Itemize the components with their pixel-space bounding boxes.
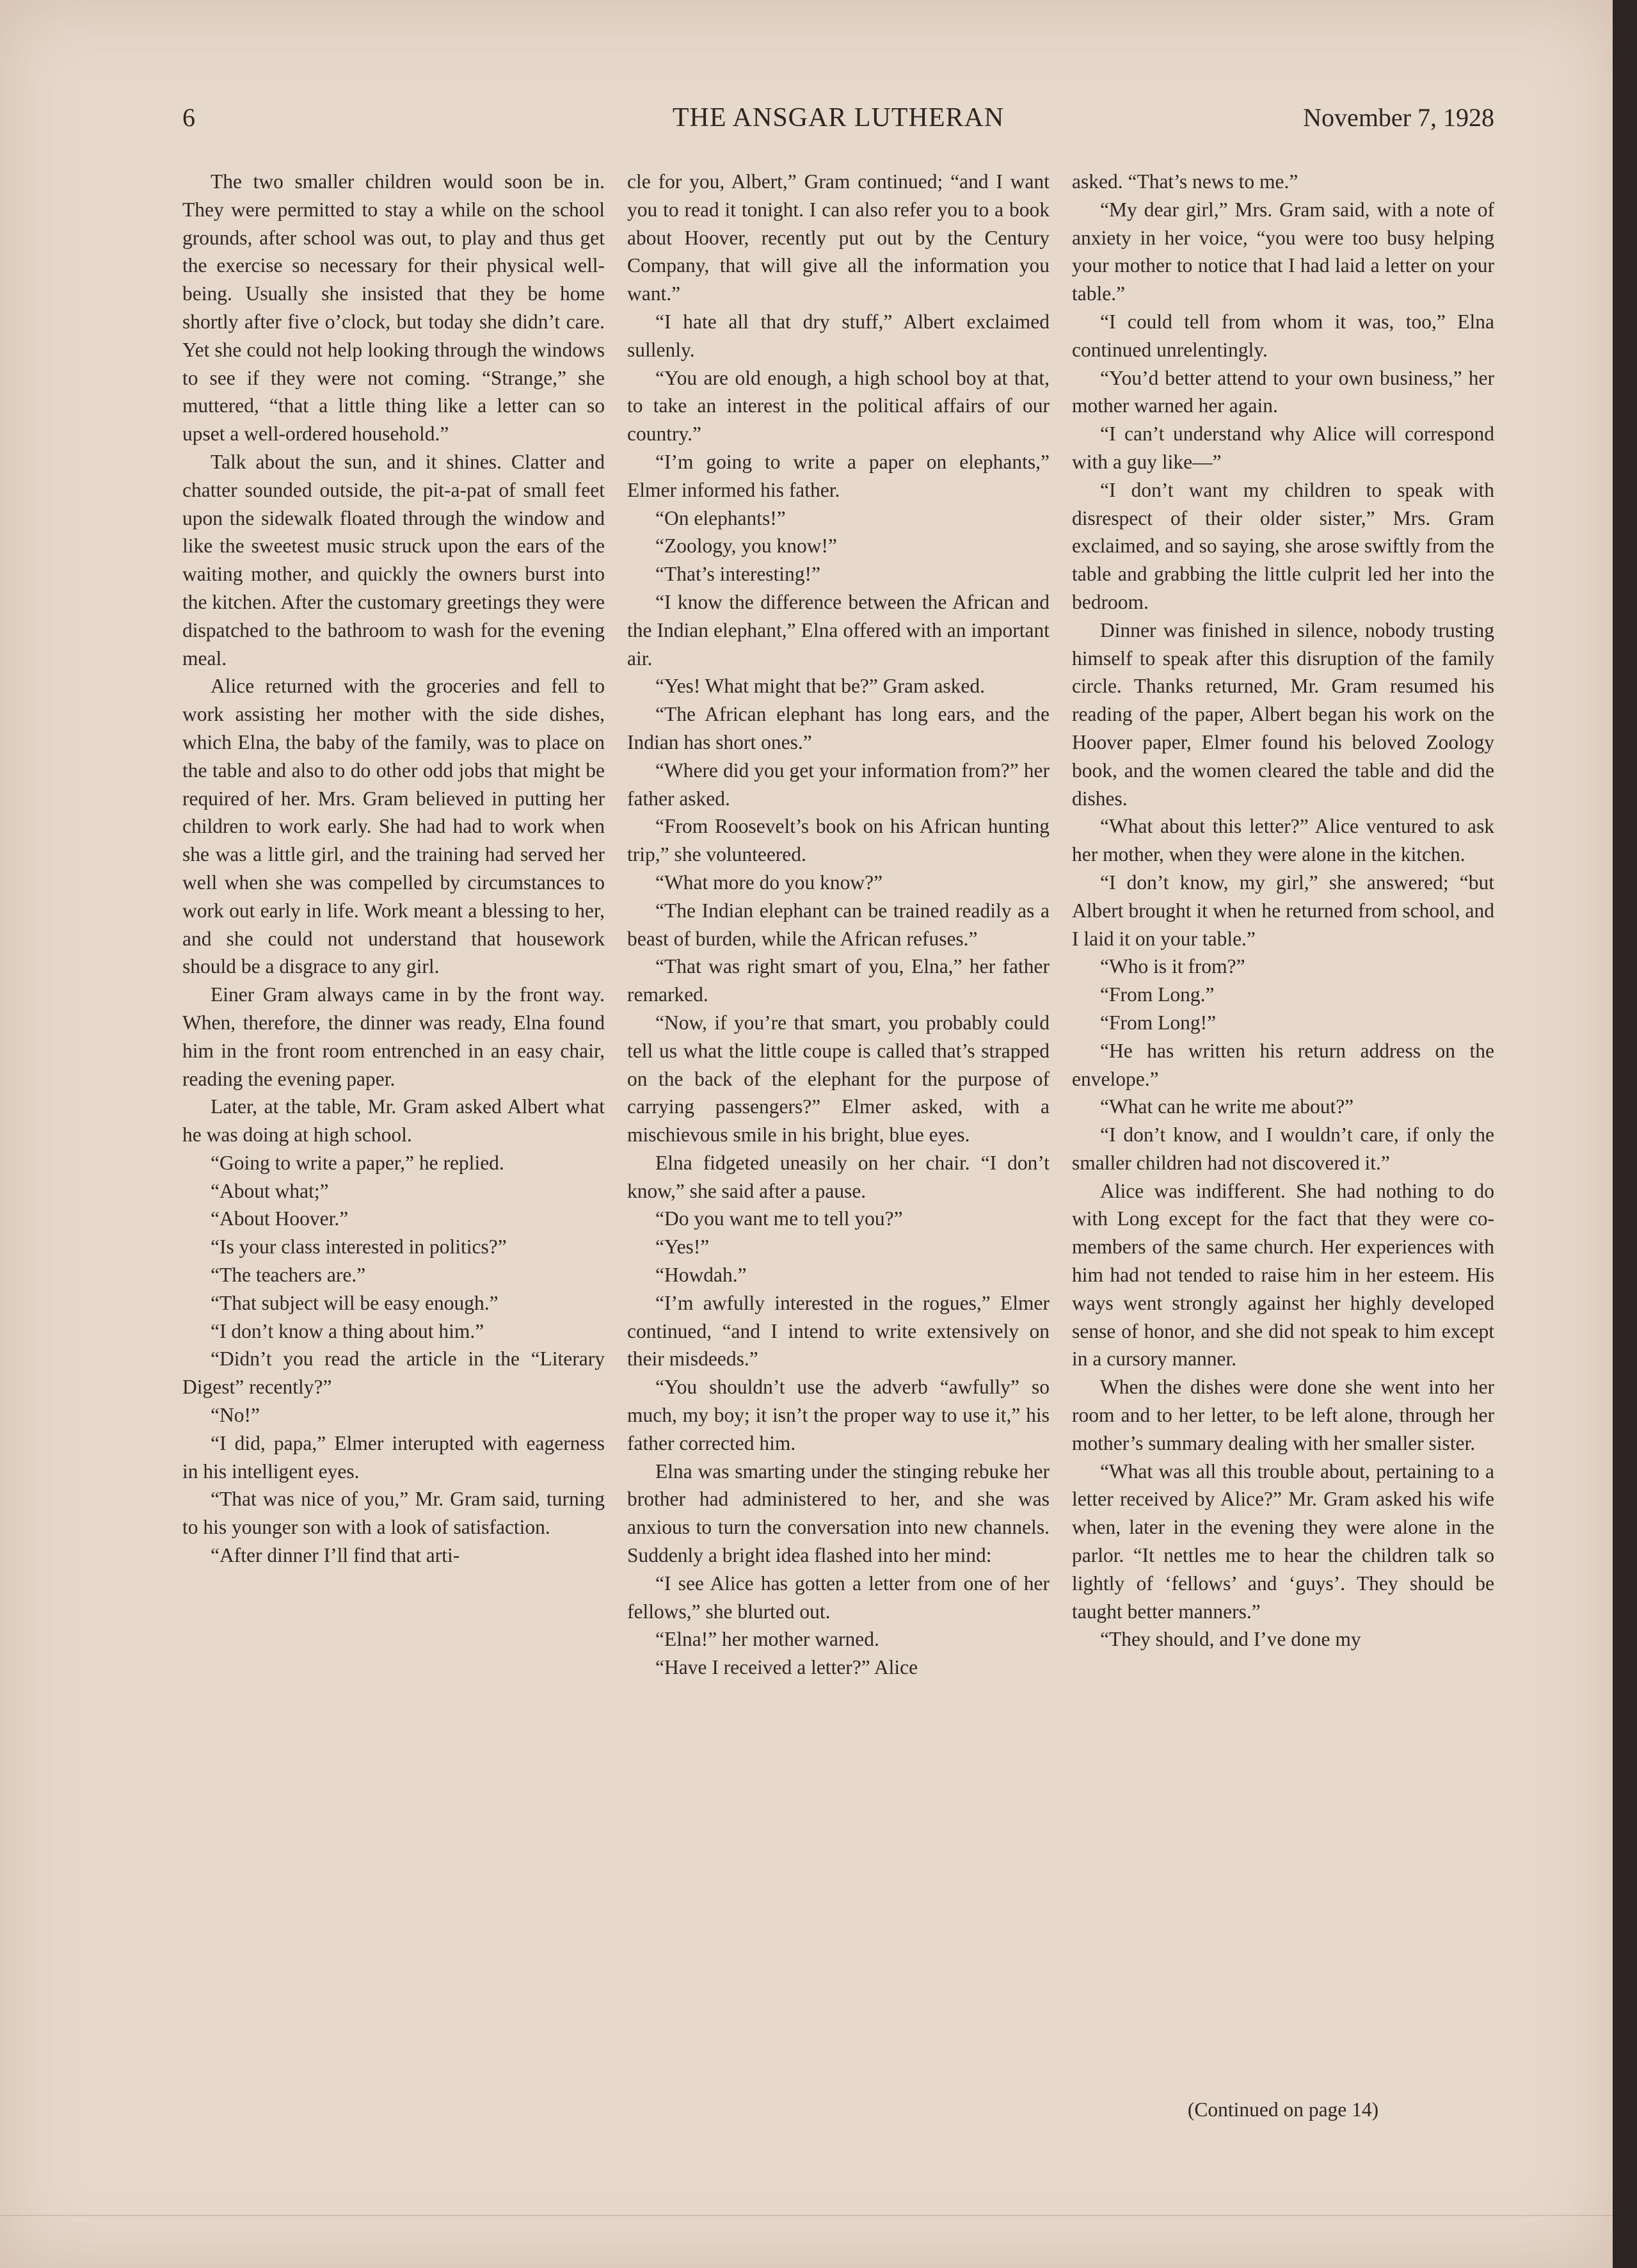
text-column-1	[182, 168, 605, 1570]
paragraph: “The teachers are.”	[211, 1264, 366, 1287]
paragraph: “Now, if you’re that smart, you probably could tell us what the little coupe is called that’s strapped on the back of the elephant for the purpose of carrying passengers?” Elmer asked, with a mischievous smile in his bright, blue eyes.	[627, 1011, 1050, 1146]
paragraph: “On elephants!”	[655, 506, 786, 529]
text-column-3	[1072, 168, 1494, 1653]
paragraph: “That was nice of you,” Mr. Gram said, turning to his younger son with a look of satisfaction.	[182, 1488, 605, 1539]
paragraph: When the dishes were done she went into her room and to her letter, to be left alone, through her mother’s summary dealing with her smaller sister.	[1072, 1376, 1494, 1454]
paragraph: “After dinner I’ll find that arti-	[211, 1544, 460, 1567]
paragraph: Talk about the sun, and it shines. Clatter and chatter sounded outside, the pit-a-pat of small feet upon the sidewalk floated through the window and like the sweetest music struck upon the ears of the waiting mother, and quickly the owners burst into the kitchen. After the customary greetings they were dispatched to the bathroom to wash for the evening meal.	[182, 450, 605, 670]
paragraph: “Have I received a letter?” Alice	[655, 1656, 918, 1679]
paragraph: “Zoology, you know!”	[655, 535, 838, 558]
paragraph: “I can’t understand why Alice will correspond with a guy like—”	[1072, 422, 1494, 473]
paragraph: “I did, papa,” Elmer interupted with eagerness in his intelligent eyes.	[182, 1431, 605, 1483]
paragraph: “About what;”	[211, 1179, 329, 1202]
paragraph: “The Indian elephant can be trained readily as a beast of burden, while the African refuses.”	[627, 899, 1050, 950]
paragraph: “My dear girl,” Mrs. Gram said, with a note of anxiety in her voice, “you were too busy helping your mother to notice that I had laid a letter on your table.”	[1072, 198, 1494, 305]
paragraph: “I don’t know, my girl,” she answered; “but Albert brought it when he returned from school, and I laid it on your table.”	[1072, 871, 1494, 950]
paragraph: Dinner was finished in silence, nobody trusting himself to speak after this disruption of the family circle. Thanks returned, Mr. Gram resumed his reading of the paper, Albert began his work on the Hoover paper, Elmer found his beloved Zoology book, and the women cleared the table and did the dishes.	[1072, 618, 1494, 810]
publication-title: THE ANSGAR LUTHERAN	[672, 103, 1005, 133]
paragraph: “Do you want me to tell you?”	[655, 1207, 903, 1230]
paragraph: “Yes!”	[655, 1235, 710, 1259]
paragraph: “No!”	[211, 1404, 260, 1427]
paragraph: “You are old enough, a high school boy at that, to take an interest in the political affairs of our country.”	[627, 366, 1050, 446]
paragraph: “That’s interesting!”	[655, 563, 821, 586]
paragraph: Einer Gram always came in by the front way. When, therefore, the dinner was ready, Elna found him in the front room entrenched in an easy chair, reading the evening paper.	[182, 983, 605, 1090]
paragraph: “What was all this trouble about, pertaining to a letter received by Alice?” Mr. Gram asked his wife when, later in the evening they were alone in the parlor. “It nettles me to hear the children talk so lightly of ‘fellows’ and ‘guys’. They should be taught better manners.”	[1072, 1460, 1494, 1623]
paragraph: asked. “That’s news to me.”	[1072, 170, 1298, 193]
paragraph: “That was right smart of you, Elna,” her father remarked.	[627, 955, 1050, 1006]
text-column-2	[627, 168, 1050, 1682]
paragraph: cle for you, Albert,” Gram continued; “and I want you to read it tonight. I can also refer you to a book about Hoover, recently put out by the Century Company, that will give all the information you want.”	[627, 170, 1050, 305]
paragraph: “Is your class interested in politics?”	[211, 1235, 507, 1259]
paragraph: “I don’t know a thing about him.”	[211, 1319, 484, 1342]
paper-fold-line	[0, 2215, 1613, 2216]
paragraph: Elna was smarting under the stinging rebuke her brother had administered to her, and she was anxious to turn the conversation into new channels. Suddenly a bright idea flashed into her mind:	[627, 1460, 1050, 1567]
paragraph: “From Long.”	[1100, 983, 1215, 1006]
page-header	[182, 102, 1494, 147]
paragraph: “Didn’t you read the article in the “Literary Digest” recently?”	[182, 1347, 605, 1399]
paragraph: “Going to write a paper,” he replied.	[211, 1151, 504, 1174]
paragraph: “You’d better attend to your own business,” her mother warned her again.	[1072, 366, 1494, 417]
paragraph: Alice returned with the groceries and fell to work assisting her mother with the side dishes, which Elna, the baby of the family, was to place on the table and also to do other odd jobs that might be required of her. Mrs. Gram believed in putting her children to work early. She had had to work when she was a little girl, and the training had served her well when she was compelled by circumstances to work out early in life. Work meant a blessing to her, and she could not understand that housework should be a disgrace to any girl.	[182, 675, 605, 978]
paragraph: “From Roosevelt’s book on his African hunting trip,” she volunteered.	[627, 815, 1050, 866]
paragraph: “I could tell from whom it was, too,” Elna continued unrelentingly.	[1072, 310, 1494, 361]
paragraph: “What about this letter?” Alice ventured to ask her mother, when they were alone in the kitchen.	[1072, 815, 1494, 866]
paragraph: “Elna!” her mother warned.	[655, 1628, 879, 1651]
paragraph: “You shouldn’t use the adverb “awfully” so much, my boy; it isn’t the proper way to use it,” his father corrected him.	[627, 1376, 1050, 1454]
paragraph: “I’m going to write a paper on elephants,” Elmer informed his father.	[627, 450, 1050, 501]
paragraph: “The African elephant has long ears, and the Indian has short ones.”	[627, 703, 1050, 753]
scan-background-edge	[1613, 0, 1637, 2268]
paragraph: “He has written his return address on the envelope.”	[1072, 1039, 1494, 1090]
paragraph: “That subject will be easy enough.”	[211, 1291, 499, 1314]
paragraph: “Yes! What might that be?” Gram asked.	[655, 675, 985, 698]
paragraph: “I don’t want my children to speak with disrespect of their older sister,” Mrs. Gram exclaimed, and so saying, she arose swiftly from the table and grabbing the little culprit led her into the bedroom.	[1072, 478, 1494, 613]
continuation-note: (Continued on page 14)	[1187, 2098, 1379, 2121]
paragraph: “About Hoover.”	[211, 1207, 349, 1230]
issue-date: November 7, 1928	[1303, 103, 1494, 132]
paragraph: “From Long!”	[1100, 1011, 1217, 1034]
paragraph: “Who is it from?”	[1100, 955, 1245, 978]
paragraph: “I’m awfully interested in the rogues,” Elmer continued, “and I intend to write extensively on their misdeeds.”	[627, 1291, 1050, 1371]
paragraph: “I hate all that dry stuff,” Albert exclaimed sullenly.	[627, 310, 1050, 361]
paragraph: The two smaller children would soon be in. They were permitted to stay a while on the school grounds, after school was out, to play and thus get the exercise so necessary for their physical well-being. Usually she insisted that they be home shortly after five o’clock, but today she didn’t care. Yet she could not help looking through the windows to see if they were not coming. “Strange,” she muttered, “that a little thing like a letter can so upset a well-ordered household.”	[182, 170, 605, 446]
paragraph: “Howdah.”	[655, 1264, 747, 1287]
paragraph: Elna fidgeted uneasily on her chair. “I don’t know,” she said after a pause.	[627, 1151, 1050, 1202]
paragraph: “They should, and I’ve done my	[1100, 1628, 1361, 1651]
paragraph: “What more do you know?”	[655, 871, 883, 894]
paragraph: “What can he write me about?”	[1100, 1095, 1354, 1118]
page-number: 6	[182, 103, 195, 132]
paragraph: Later, at the table, Mr. Gram asked Albert what he was doing at high school.	[182, 1095, 605, 1146]
paragraph: “Where did you get your information from?” her father asked.	[627, 759, 1050, 810]
paragraph: “I don’t know, and I wouldn’t care, if only the smaller children had not discovered it.”	[1072, 1123, 1494, 1174]
paragraph: “I know the difference between the African and the Indian elephant,” Elna offered with an important air.	[627, 590, 1050, 670]
paragraph: Alice was indifferent. She had nothing to do with Long except for the fact that they were co-members of the same church. Her experiences with him had not tended to raise him in her esteem. His ways went strongly against her highly developed sense of honor, and she did not speak to him except in a cursory manner.	[1072, 1179, 1494, 1371]
paragraph: “I see Alice has gotten a letter from one of her fellows,” she blurted out.	[627, 1572, 1050, 1623]
